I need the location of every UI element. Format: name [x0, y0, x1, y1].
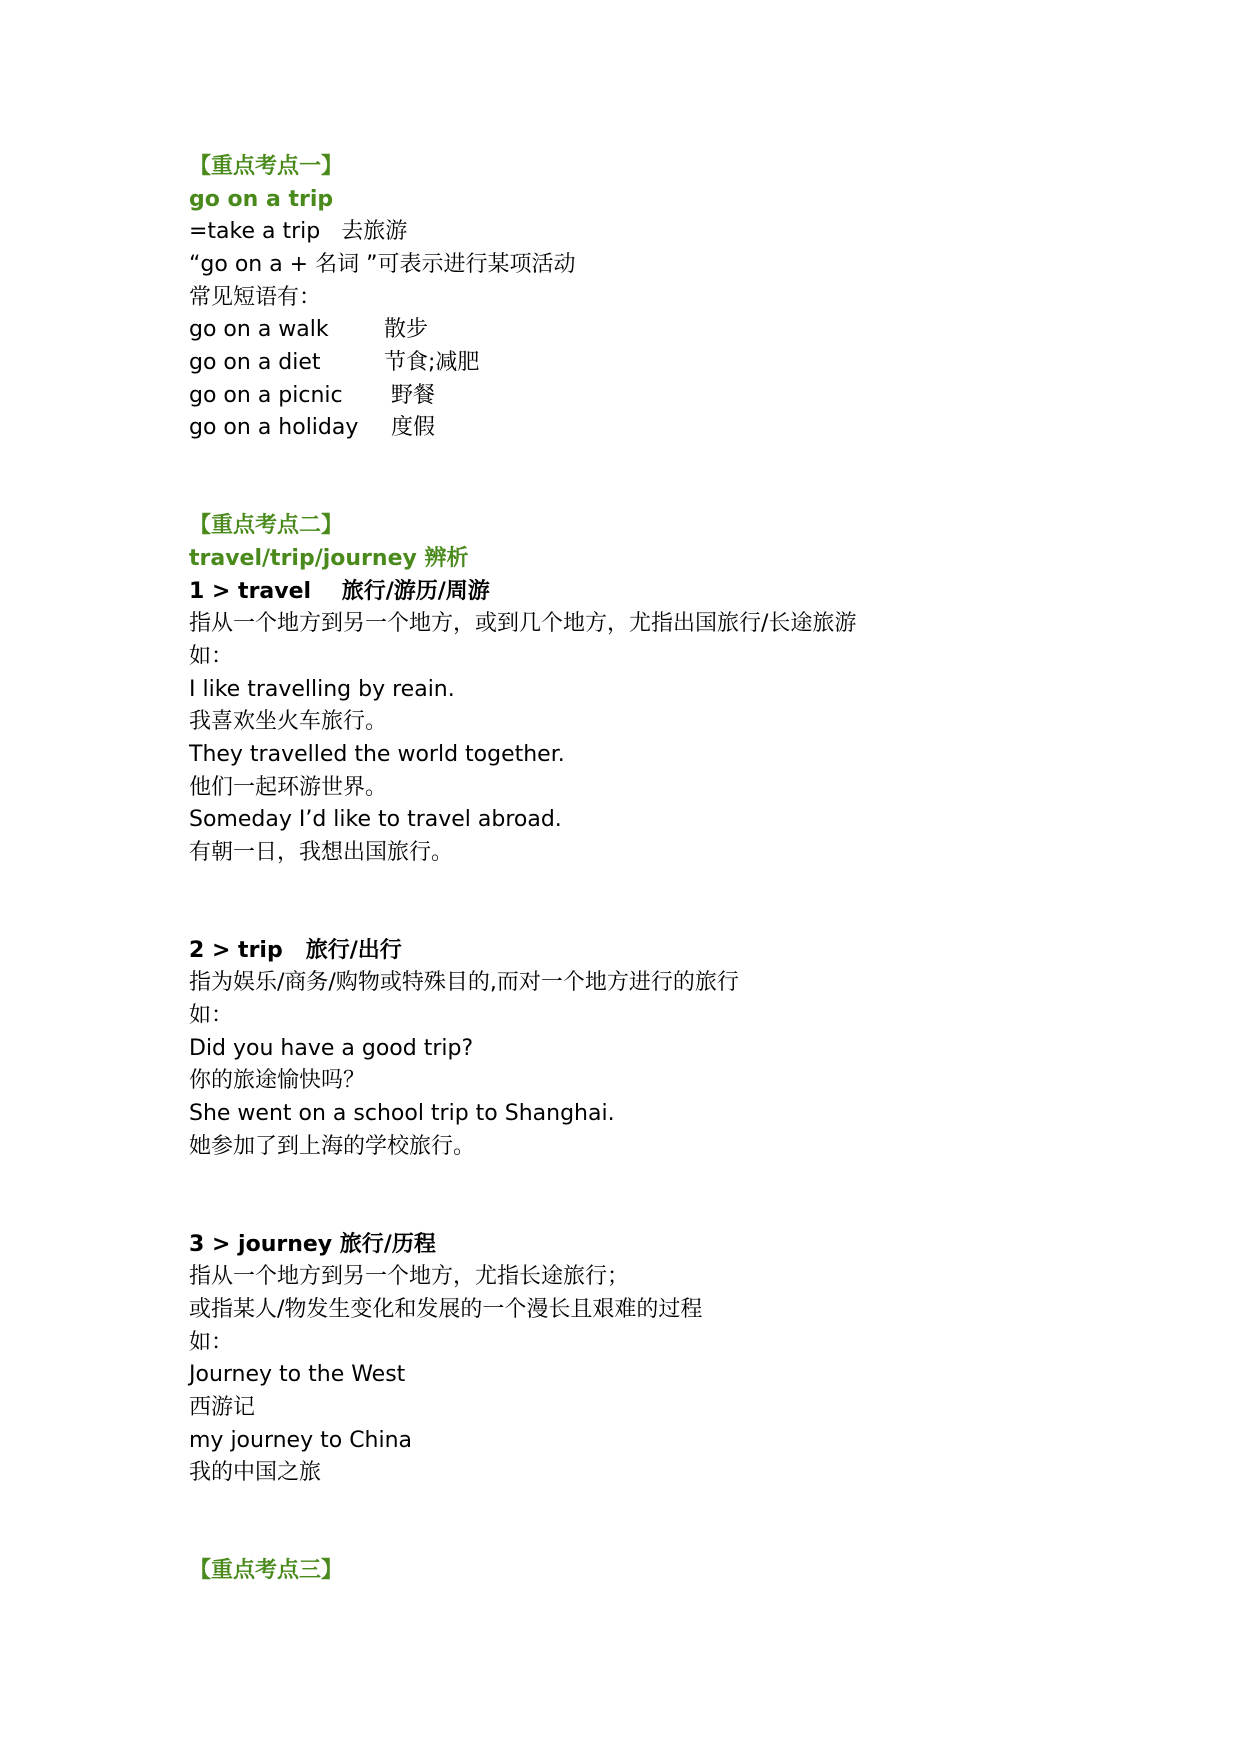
phrase-en: go on a walk [189, 317, 329, 342]
section1-title: go on a trip [189, 187, 334, 212]
travel-line: Someday I’d like to travel abroad. [189, 807, 562, 832]
phrase-en: go on a holiday [189, 415, 359, 440]
journey-line: 西游记 [189, 1395, 256, 1420]
travel-subtitle: 1 > travel 旅行/游历/周游 [189, 579, 490, 604]
section3-heading: 【重点考点三】 [189, 1558, 344, 1583]
section2-title: travel/trip/journey 辨析 [189, 546, 469, 571]
travel-line: They travelled the world together. [189, 742, 565, 767]
trip-line: Did you have a good trip? [189, 1036, 474, 1061]
phrase-zh: 散步 [384, 317, 429, 342]
travel-line: 如： [189, 644, 234, 669]
travel-line: 他们一起环游世界。 [189, 775, 388, 800]
journey-line: my journey to China [189, 1428, 413, 1453]
travel-line: 有朝一日，我想出国旅行。 [189, 840, 454, 865]
trip-subtitle: 2 > trip 旅行/出行 [189, 938, 402, 963]
phrase-row [189, 314, 428, 346]
section1-line: =take a trip 去旅游 [189, 219, 408, 244]
travel-line: 我喜欢坐火车旅行。 [189, 709, 388, 734]
section1-line: 常见短语有： [189, 285, 322, 310]
phrase-zh: 度假 [384, 415, 435, 440]
journey-line: 指从一个地方到另一个地方，尤指长途旅行； [189, 1264, 630, 1289]
section1-heading: 【重点考点一】 [189, 154, 344, 179]
phrase-zh: 野餐 [384, 383, 435, 408]
trip-line: 指为娱乐/商务/购物或特殊目的,而对一个地方进行的旅行 [189, 970, 739, 995]
phrase-zh: 节食;减肥 [384, 350, 480, 375]
phrase-en: go on a picnic [189, 383, 343, 408]
section1-line: “go on a + 名词 ”可表示进行某项活动 [189, 252, 576, 277]
phrase-row [189, 347, 479, 379]
journey-line: 我的中国之旅 [189, 1460, 322, 1485]
travel-line: 指从一个地方到另一个地方，或到几个地方，尤指出国旅行/长途旅游 [189, 611, 857, 636]
phrase-row [189, 380, 435, 412]
journey-line: 如： [189, 1330, 234, 1355]
journey-subtitle: 3 > journey 旅行/历程 [189, 1232, 436, 1257]
travel-line: I like travelling by reain. [189, 677, 455, 702]
trip-line: 如： [189, 1003, 234, 1028]
journey-line: Journey to the West [189, 1362, 406, 1387]
journey-line: 或指某人/物发生变化和发展的一个漫长且艰难的过程 [189, 1297, 703, 1322]
trip-line: She went on a school trip to Shanghai. [189, 1101, 615, 1126]
trip-line: 你的旅途愉快吗？ [189, 1068, 366, 1093]
phrase-row [189, 412, 435, 444]
phrase-en: go on a diet [189, 350, 321, 375]
trip-line: 她参加了到上海的学校旅行。 [189, 1134, 476, 1159]
section2-heading: 【重点考点二】 [189, 513, 344, 538]
